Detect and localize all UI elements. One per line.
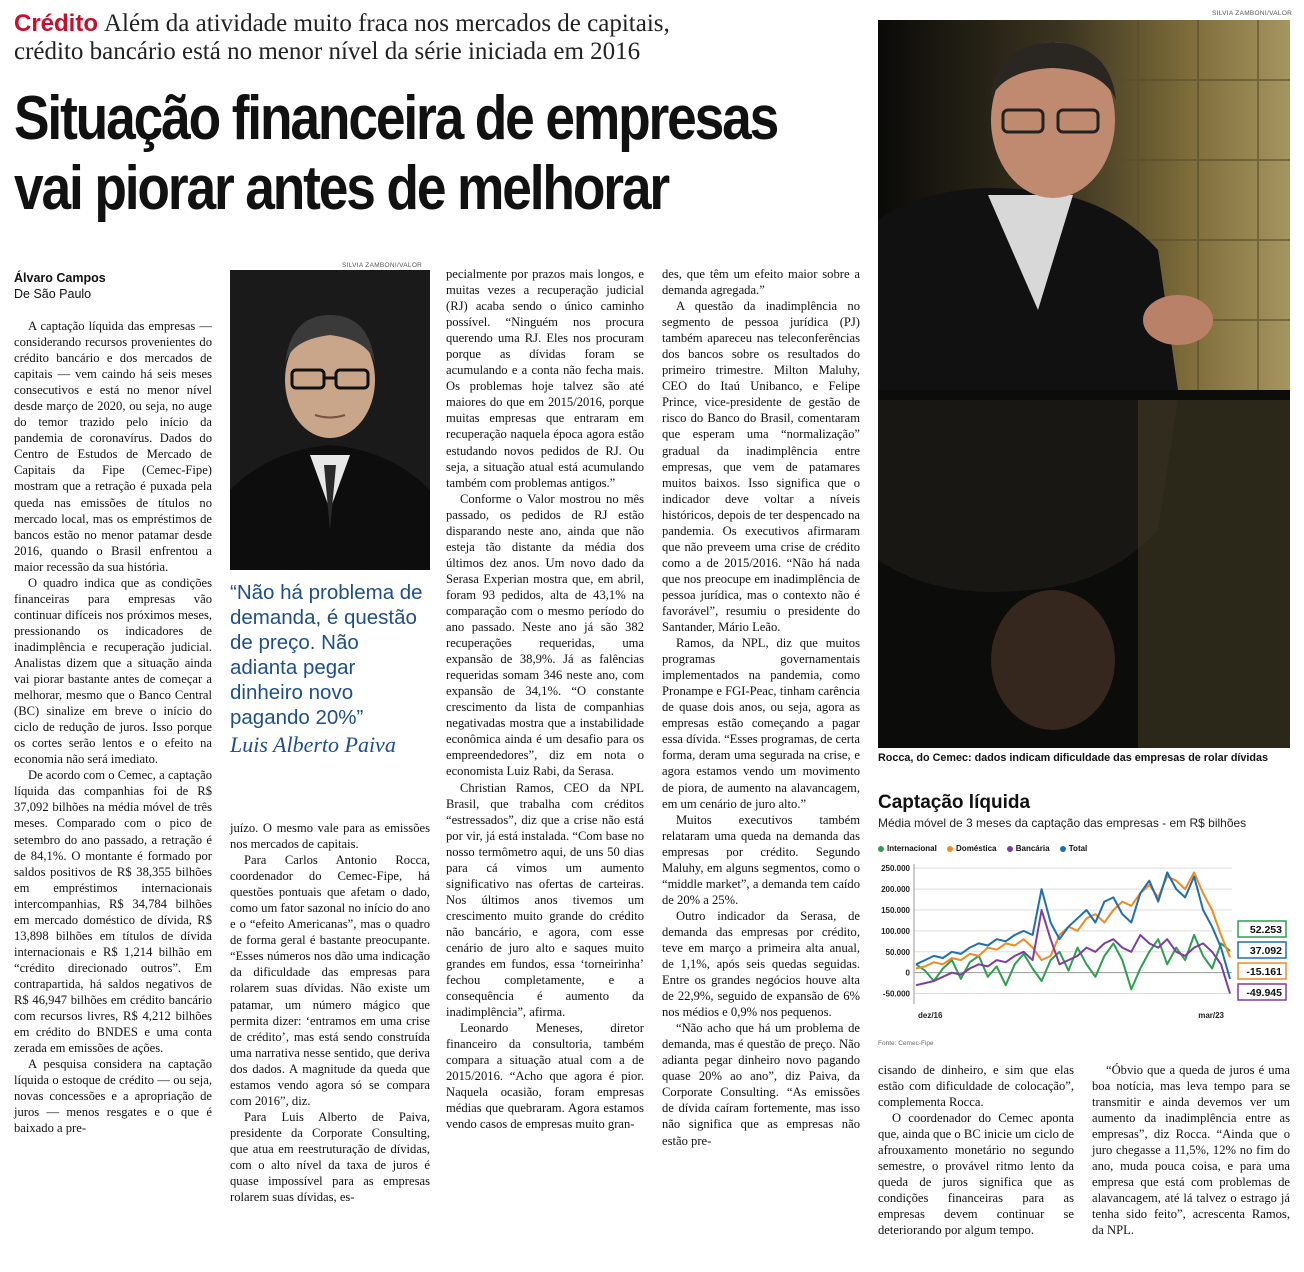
paragraph: “Não acho que há um problema de demanda, mas é questão de preço. Não adianta pegar dinheiro novo pagando quase 20% ao ano”, diz Paiva, da Corporate Consulting. “As emissões de dívida caíram fortemente, mas isso não significa que as empresas não estão pre-	[662, 1021, 860, 1148]
series-line-internacional	[916, 935, 1230, 989]
column-6	[1092, 1062, 1290, 1239]
chart-source: Fonte: Cemec-Fipe	[878, 1040, 934, 1047]
paragraph: A captação líquida das empresas — considerando recursos provenientes do crédito bancário e dos mercados de capitais — vem caindo há seis meses consecutivos e está no menor nível desde março de 2020, ou seja, no auge do temor trazido pelo início da pandemia de coronavírus. Dados do Centro de Estudos de Mercado de Capitais da Fipe (Cemec-Fipe) mostram que a retração é puxada pela queda nas emissões de títulos no mercado local, mas os empréstimos de bancos estão no menor patamar desde 2016, quando o Brasil enfrentou a maior recessão da sua história.	[14, 319, 212, 574]
paragraph: Christian Ramos, CEO da NPL Brasil, que trabalha com créditos “estressados”, diz que a crise não está por vir, já está instalada. “Com base no nosso termômetro aqui, de uns 50 dias para cá vimos um aumento significativo nas ofertas de carteiras. Nos últimos anos tivemos um crescimento muito grande do crédito não bancário, e agora, com esse cenário de juro alto e saques muito grandes em fundos, essa ‘torneirinha’ fechou completamente, e a consequência é aumento da inadimplência”, afirma.	[446, 780, 644, 1020]
column-4	[662, 266, 860, 1149]
rocca-illustration	[878, 20, 1290, 748]
headline-line1: Situação financeira de empresas	[14, 84, 778, 153]
pull-quote-text: “Não há problema de demanda, é questão de preço. Não adianta pegar dinheiro novo pagando 20%”	[230, 581, 423, 729]
x-tick-label: mar/23	[1198, 1011, 1224, 1020]
end-label: -15.161	[1246, 966, 1282, 978]
photo-caption: Rocca, do Cemec: dados indicam dificuldade das empresas de rolar dívidas	[878, 752, 1269, 764]
section-label: Crédito	[14, 10, 98, 37]
pull-quote-author: Luis Alberto Paiva	[230, 732, 396, 757]
kicker	[14, 10, 864, 66]
headline	[14, 84, 874, 224]
y-tick-label: 250.000	[881, 864, 910, 874]
x-tick-label: dez/16	[918, 1011, 943, 1020]
chart-legend	[878, 844, 1095, 853]
column-1	[14, 318, 212, 1136]
y-tick-label: 50.000	[885, 947, 910, 957]
paragraph: Muitos executivos também relataram uma queda na demanda das empresas por crédito. Segundo Maluhy, em alguns segmentos, como o “middle market”, a demanda tem caído de 20% a 25%.	[662, 812, 860, 907]
column-5	[878, 1062, 1074, 1239]
paragraph: pecialmente por prazos mais longos, e muitas vezes a recuperação judicial (RJ) acaba sendo o único caminho possível. “Ninguém nos procura querendo uma RJ. Eles nos procuram porque as dívidas foram se acumulando e a conta não fecha mais. Os problemas hoje talvez são até maiores do que em 2015/2016, porque muitas empresas que entraram em recuperação naquela época agora estão estudando novos pedidos de RJ. Ou seja, a situação atual está acumulando também com problemas antigos.”	[446, 267, 644, 490]
line-chart	[874, 856, 1290, 1040]
legend-item-total: Total	[1060, 844, 1088, 853]
pull-quote	[230, 580, 430, 757]
byline	[14, 270, 106, 302]
paragraph: O coordenador do Cemec aponta que, ainda que o BC inicie um ciclo de afrouxamento monetário no segundo semestre, o provável ritmo lento da queda de juros significa que as condições financeiras para as empresas devem continuar se deteriorando por algum tempo.	[878, 1111, 1074, 1238]
y-tick-label: 200.000	[881, 885, 910, 895]
end-label: 37.092	[1249, 945, 1282, 957]
kicker-line2: crédito bancário está no menor nível da série iniciada em 2016	[14, 38, 641, 65]
paragraph: De acordo com o Cemec, a captação líquida das companhias foi de R$ 37,092 bilhões na média móvel de três meses. Comparado com o pico de setembro do ano passado, a retração é de 84,1%. O montante é formado por saldos positivos de R$ 38,355 bilhões em empréstimos internacionais intercompanhias, R$ 34,784 bilhões em mercado doméstico de dívida, R$ 13,898 bilhões em títulos de dívida internacionais e R$ 1,214 bilhão em “crédito direcionado outros”. Em contrapartida, há saldos negativos de R$ 46,947 bilhões em crédito bancário com recursos livres, R$ 4,212 bilhões em crédito do BNDES e uma conta zerada em emissões de ações.	[14, 768, 212, 1056]
portrait-photo-paiva	[230, 270, 430, 570]
author-name: Álvaro Campos	[14, 271, 106, 285]
photo-credit-small: SILVIA ZAMBONI/VALOR	[342, 262, 423, 269]
end-label: -49.945	[1246, 987, 1282, 999]
legend-item-bancaria: Bancária	[1007, 844, 1050, 853]
column-2	[230, 820, 430, 1205]
legend-item-domestica: Doméstica	[947, 844, 996, 853]
paragraph: Para Luis Alberto de Paiva, presidente da Corporate Consulting, que atua em reestruturação de dívidas, com o alto nível da taxa de juros é quase impossível para as empresas rolarem suas dívidas, es-	[230, 1109, 430, 1205]
chart-subtitle: Média móvel de 3 meses da captação das empresas - em R$ bilhões	[878, 816, 1247, 830]
author-location: De São Paulo	[14, 287, 92, 301]
photo-credit-large: SILVIA ZAMBONI/VALOR	[1212, 10, 1293, 17]
paragraph: A pesquisa considera na captação líquida o estoque de crédito — ou seja, novas concessões e a apropriação de juros — menos resgates e o que é baixado a pre-	[14, 1057, 212, 1136]
kicker-line1: Além da atividade muito fraca nos mercados de capitais,	[104, 10, 670, 37]
portrait-photo-rocca	[878, 20, 1290, 748]
paragraph: Outro indicador da Serasa, de demanda das empresas por crédito, teve em março a primeira alta anual, de 1,1%, após seis quedas seguidas. Entre os grandes negócios houve alta de 22,9%, seguido de expansão de 6% nos médios e 0,9% nos pequenos.	[662, 908, 860, 1020]
paragraph: A questão da inadimplência no segmento de pessoa jurídica (PJ) também apareceu nas teleconferências dos bancos sobre os resultados do primeiro trimestre. Milton Maluhy, CEO do Itaú Unibanco, e Felipe Prince, vice-presidente de gestão de risco do Banco do Brasil, comentaram que esperam uma “normalização” gradual da inadimplência entre empresas, que vem de patamares muitos baixos. Isso significa que o indicador deve voltar a níveis históricos, depois de ter despencado na pandemia. Os executivos afirmaram que não preveem uma crise de crédito como a de 2015/2016. “Não há nada que nos preocupe em inadimplência de pessoa jurídica, mas o contexto não é favorável”, resumiu o presidente do Santander, Mário Leão.	[662, 299, 860, 635]
y-tick-label: 100.000	[881, 926, 910, 936]
y-tick-label: -50.000	[882, 989, 910, 999]
legend-item-internacional: Internacional	[878, 844, 937, 853]
paragraph: Conforme o Valor mostrou no mês passado, os pedidos de RJ estão disparando neste ano, ainda que não esteja tão distante da média dos últimos dez anos. Um novo dado da Serasa Experian mostra que, em abril, foram 93 pedidos, alta de 43,1% na comparação com o mesmo período do ano passado. Neste ano já são 382 recuperações requeridas, uma expansão de 38,9%. Já as falências requeridas somam 346 neste ano, com expansão de 34,1%. “O constante crescimento da lista de companhias negativadas mostra que a instabilidade econômica ainda é um desafio para os empreendedores”, diz em nota o economista Luiz Rabi, da Serasa.	[446, 491, 644, 779]
paragraph: Leonardo Meneses, diretor financeiro da consultoria, também compara a situação atual com a de 2015/2016. “Acho que agora é pior. Naquela ocasião, foram empresas médias que quebraram. Agora estamos vendo casos de empresas muito gran-	[446, 1021, 644, 1132]
headline-line2: vai piorar antes de melhorar	[14, 154, 668, 223]
paragraph: Para Carlos Antonio Rocca, coordenador do Cemec-Fipe, há questões pontuais que afetam o dado, como um fator sazonal no início do ano e o “efeito Americanas”, mas o quadro de forma geral é bastante preocupante. “Esses números nos dão uma indicação da dificuldade das empresas para rolarem suas dívidas. Não existe um patamar, um número mágico que permita dizer: ‘entramos em uma crise de crédito’, mas está sendo construída uma narrativa nesse sentido, que deriva dos dados. A magnitude da queda que estamos vendo agora só se compara com 2016”, diz.	[230, 853, 430, 1108]
y-tick-label: 0	[905, 968, 910, 978]
chart-title: Captação líquida	[878, 792, 1031, 813]
portrait-illustration	[230, 270, 430, 570]
paragraph: juízo. O mesmo vale para as emissões nos mercados de capitais.	[230, 821, 430, 852]
paragraph: “Óbvio que a queda de juros é uma boa notícia, mas leva tempo para se transmitir e ainda devemos ver um aumento da inadimplência entre as empresas”, diz Rocca. “Ainda que o juro chegasse a 11,5%, 12% no fim do ano, muda pouca coisa, e para uma empresa que está com problemas de alavancagem, até lá talvez o estrago já tenha sido feito”, acrescenta Ramos, da NPL.	[1092, 1063, 1290, 1238]
paragraph: Ramos, da NPL, diz que muitos programas governamentais implementados na pandemia, como Pronampe e FGI-Peac, tinham carência de quase dois anos, ou seja, agora as empresas estão começando a pagar essa dívida. “Esses programas, de certa forma, deram uma segurada na crise, e agora estamos vendo um movimento de piora, de aumento na alavancagem, em um cenário de juro alto.”	[662, 636, 860, 811]
paragraph: des, que têm um efeito maior sobre a demanda agregada.”	[662, 267, 860, 298]
paragraph: cisando de dinheiro, e sim que elas estão com dificuldade de colocação”, complementa Rocca.	[878, 1063, 1074, 1110]
end-label: 52.253	[1249, 924, 1282, 936]
column-3	[446, 266, 644, 1133]
y-tick-label: 150.000	[881, 905, 910, 915]
paragraph: O quadro indica que as condições financeiras para empresas vão continuar difíceis nos próximos meses, pressionando os indicadores de inadimplência e recuperação judicial. Analistas dizem que a situação ainda vai piorar bastante antes de começar a melhorar, mesmo que o Banco Central (BC) sinalize em breve o início do ciclo de redução de juros. Isso porque os cortes serão lentos e o efeito na economia não será imediato.	[14, 575, 212, 767]
